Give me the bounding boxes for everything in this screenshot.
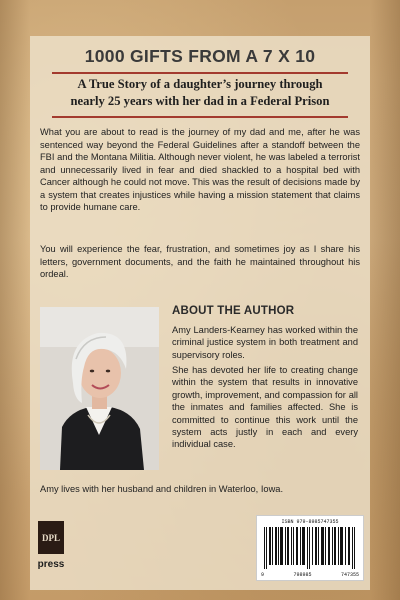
author-portrait-image xyxy=(40,307,159,470)
barcode-bars-icon xyxy=(257,516,363,580)
isbn-number: ISBN 979-8985747355 xyxy=(281,519,339,525)
title-rule-bottom xyxy=(52,116,348,118)
barcode-digits xyxy=(261,572,359,578)
about-paragraph-1: Amy Landers-Kearney has worked within the criminal justice system in both treatment and supervisory roles. xyxy=(172,325,358,360)
about-paragraph-2: She has devoted her life to creating change within the system that results in innovative growth, improvement, and compassion for all the inmates and families affected. She is committed to continue this work until the system acts justly in each and every individual case. xyxy=(172,365,358,450)
blurb-paragraph-2: You will experience the fear, frustration, and sometimes joy as I share his letters, government documents, and the faith he maintained throughout his ordeal. xyxy=(40,244,360,279)
subtitle-line-1: A True Story of a daughter’s journey through xyxy=(77,77,323,91)
cardboard-edge-left xyxy=(0,0,30,600)
about-heading: ABOUT THE AUTHOR xyxy=(172,305,295,317)
svg-text:DPL: DPL xyxy=(42,533,60,543)
blurb-paragraph-1: What you are about to read is the journey of my dad and me, after he was sentenced way beyond the Federal Guidelines after a standoff between the FBI and the Montana Militia. Although never violent, he was labeled a terrorist and unnecessarily lived in fear and died shackled to a hospital bed with Cancer although he could not move. This was the result of decisions made by a system that creates injustices while having a mission statement that claims to provide humane care. xyxy=(40,127,360,212)
svg-text:press: press xyxy=(38,559,64,570)
barcode-digits-group-2: 747355 xyxy=(340,572,359,578)
barcode-digit-lead: 9 xyxy=(261,572,265,578)
barcode-digits-group-1: 798985 xyxy=(293,572,312,578)
cardboard-edge-right xyxy=(370,0,400,600)
isbn-barcode xyxy=(256,515,364,581)
dpl-press-logo-icon xyxy=(38,521,64,574)
subtitle-line-2: nearly 25 years with her dad in a Federal Prison xyxy=(70,94,330,108)
author-photo xyxy=(40,307,159,470)
publisher-logo xyxy=(38,521,64,574)
about-closing: Amy lives with her husband and children in Waterloo, Iowa. xyxy=(40,484,284,494)
title-rule-top xyxy=(52,72,348,74)
book-subtitle xyxy=(36,76,364,110)
book-title: 1000 GIFTS FROM A 7 X 10 xyxy=(84,46,316,66)
